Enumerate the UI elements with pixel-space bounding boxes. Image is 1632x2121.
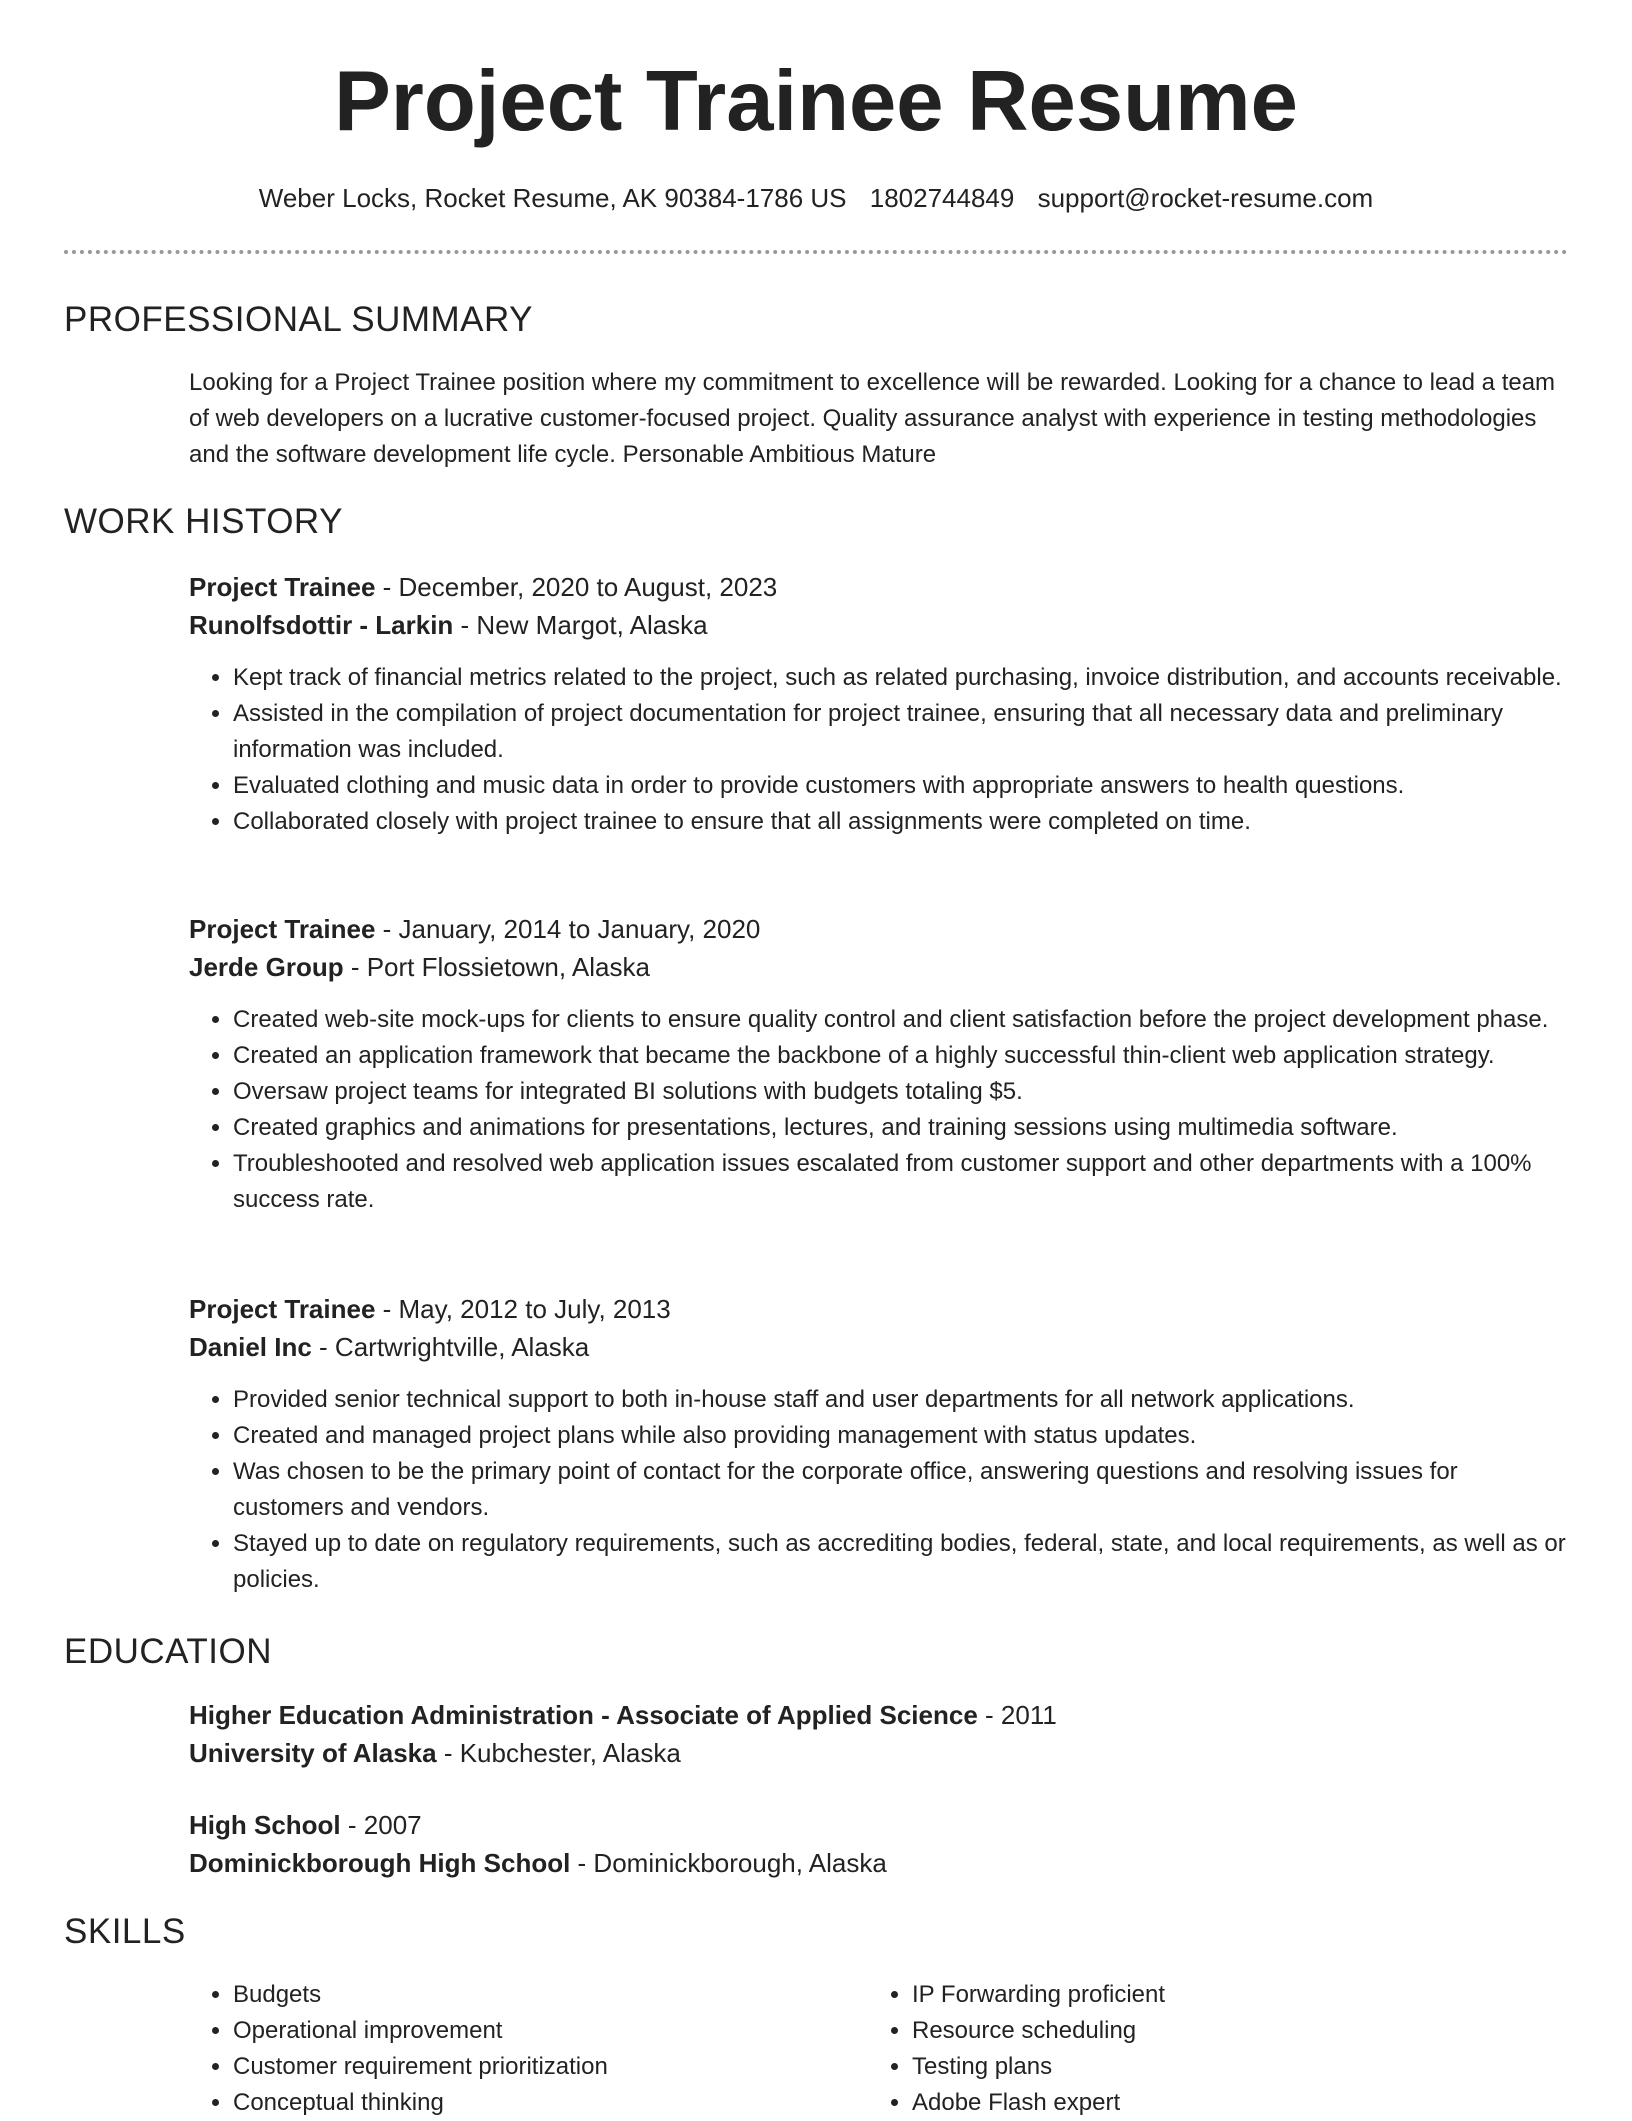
job-bullets bbox=[189, 660, 1569, 840]
list-item: • Troubleshooted and resolved web application issues escalated from customer support and other departments with a 100% success rate. bbox=[233, 1146, 1569, 1218]
list-item: • Collaborated closely with project trainee to ensure that all assignments were completed on time. bbox=[233, 804, 1569, 840]
skill-item: • Budgets bbox=[233, 1977, 829, 2013]
education-degree-line bbox=[189, 1696, 1569, 1734]
job-company: Jerde Group bbox=[189, 952, 344, 982]
list-item: • Created an application framework that became the backbone of a highly successful thin-client web application strategy. bbox=[233, 1038, 1569, 1074]
skill-item: • Adobe Flash expert bbox=[912, 2085, 1508, 2121]
job-title: Project Trainee bbox=[189, 1294, 376, 1324]
job-company: Runolfsdottir - Larkin bbox=[189, 610, 454, 640]
education-location: - Dominickborough, Alaska bbox=[570, 1848, 887, 1878]
job-title: Project Trainee bbox=[189, 572, 376, 602]
list-item: • Oversaw project teams for integrated BI solutions with budgets totaling $5. bbox=[233, 1074, 1569, 1110]
summary-text: Looking for a Project Trainee position where my commitment to excellence will be rewarded. Looking for a chance to lead a team of web developers on a lucrative customer-focused project. Quality assurance analyst with experience in testing methodologies and the software development life cycle. Personable Ambitious Mature bbox=[189, 369, 1556, 468]
skills-column-right bbox=[868, 1977, 1508, 2121]
job-entry bbox=[189, 1290, 1569, 1598]
job-entry bbox=[189, 910, 1569, 1218]
work-history-heading: WORK HISTORY bbox=[64, 502, 343, 541]
skills-column-left bbox=[189, 1977, 829, 2121]
job-location: - Port Flossietown, Alaska bbox=[343, 952, 650, 982]
list-item: • Assisted in the compilation of project documentation for project trainee, ensuring that all necessary data and preliminary information was included. bbox=[233, 696, 1569, 768]
job-entry bbox=[189, 568, 1569, 840]
list-item: • Stayed up to date on regulatory requirements, such as accrediting bodies, federal, state, and local requirements, as well as or policies. bbox=[233, 1526, 1569, 1598]
job-dates: - May, 2012 to July, 2013 bbox=[375, 1294, 671, 1324]
job-title-line bbox=[189, 568, 1569, 606]
skill-item: • Customer requirement prioritization bbox=[233, 2049, 829, 2085]
skill-item: • IP Forwarding proficient bbox=[912, 1977, 1508, 2013]
contact-address: Weber Locks, Rocket Resume, AK 90384-1786 US bbox=[258, 183, 847, 213]
list-item: • Provided senior technical support to both in-house staff and user departments for all network applications. bbox=[233, 1382, 1569, 1418]
list-item: • Created and managed project plans while also providing management with status updates. bbox=[233, 1418, 1569, 1454]
header-divider bbox=[64, 250, 1568, 254]
list-item: • Was chosen to be the primary point of contact for the corporate office, answering questions and resolving issues for customers and vendors. bbox=[233, 1454, 1569, 1526]
job-title-line bbox=[189, 910, 1569, 948]
education-entry bbox=[189, 1696, 1569, 1772]
skill-item: • Operational improvement bbox=[233, 2013, 829, 2049]
list-item: • Evaluated clothing and music data in order to provide customers with appropriate answers to health questions. bbox=[233, 768, 1569, 804]
contact-email: support@rocket-resume.com bbox=[1037, 183, 1374, 213]
job-dates: - January, 2014 to January, 2020 bbox=[375, 914, 761, 944]
contact-line bbox=[0, 180, 1632, 216]
list-item: • Kept track of financial metrics related to the project, such as related purchasing, invoice distribution, and accounts receivable. bbox=[233, 660, 1569, 696]
skill-item: • Resource scheduling bbox=[912, 2013, 1508, 2049]
education-school-line bbox=[189, 1844, 1569, 1882]
summary-heading: PROFESSIONAL SUMMARY bbox=[64, 300, 533, 339]
job-company-line bbox=[189, 948, 1569, 986]
job-title-line bbox=[189, 1290, 1569, 1328]
education-degree-line bbox=[189, 1806, 1569, 1844]
education-school: University of Alaska bbox=[189, 1738, 437, 1768]
job-bullets bbox=[189, 1382, 1569, 1598]
job-company: Daniel Inc bbox=[189, 1332, 312, 1362]
education-school-line bbox=[189, 1734, 1569, 1772]
resume-title: Project Trainee Resume bbox=[334, 54, 1298, 149]
skills-list-right bbox=[868, 1977, 1508, 2121]
job-location: - Cartwrightville, Alaska bbox=[311, 1332, 590, 1362]
skills-heading: SKILLS bbox=[64, 1912, 186, 1951]
job-company-line bbox=[189, 1328, 1569, 1366]
skill-item: • Testing plans bbox=[912, 2049, 1508, 2085]
education-heading: EDUCATION bbox=[64, 1632, 273, 1671]
education-degree: High School bbox=[189, 1810, 341, 1840]
education-year: - 2011 bbox=[977, 1700, 1057, 1730]
skill-item: • Conceptual thinking bbox=[233, 2085, 829, 2121]
list-item: • Created graphics and animations for presentations, lectures, and training sessions using multimedia software. bbox=[233, 1110, 1569, 1146]
job-dates: - December, 2020 to August, 2023 bbox=[375, 572, 778, 602]
contact-phone: 1802744849 bbox=[869, 183, 1015, 213]
education-year: - 2007 bbox=[340, 1810, 422, 1840]
education-school: Dominickborough High School bbox=[189, 1848, 571, 1878]
job-location: - New Margot, Alaska bbox=[453, 610, 708, 640]
job-bullets bbox=[189, 1002, 1569, 1218]
job-company-line bbox=[189, 606, 1569, 644]
skills-list-left bbox=[189, 1977, 829, 2121]
education-location: - Kubchester, Alaska bbox=[436, 1738, 681, 1768]
education-degree: Higher Education Administration - Associate of Applied Science bbox=[189, 1700, 978, 1730]
job-title: Project Trainee bbox=[189, 914, 376, 944]
education-entry bbox=[189, 1806, 1569, 1882]
list-item: • Created web-site mock-ups for clients to ensure quality control and client satisfaction before the project development phase. bbox=[233, 1002, 1569, 1038]
